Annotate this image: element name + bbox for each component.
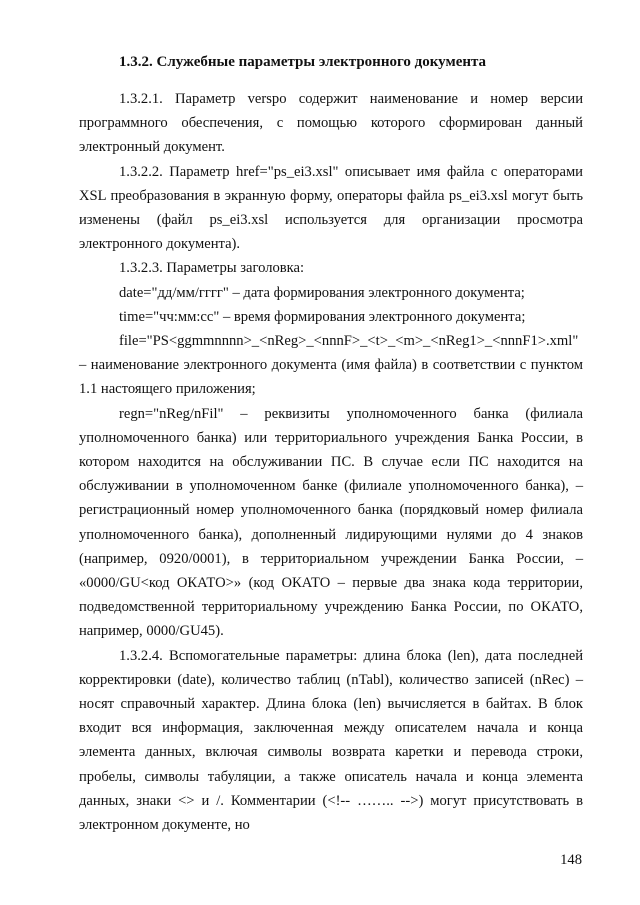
- paragraph-href-param: 1.3.2.2. Параметр href="ps_ei3.xsl" описывает имя файла с операторами XSL преобразования в экранную форму, операторы файла ps_ei3.xsl могут быть изменены (файл ps_ei3.xsl используется для организации просмотра электронного документа).: [79, 163, 583, 253]
- paragraph-version-param: 1.3.2.1. Параметр versрo содержит наименование и номер версии программного обеспечения, с помощью которого сформирован данный электронный документ.: [79, 91, 583, 156]
- paragraph-time-param: time="чч:мм:сс" – время формирования электронного документа;: [119, 308, 526, 325]
- section-heading: 1.3.2. Служебные параметры электронного документа: [119, 54, 487, 70]
- paragraph-date-param: date="дд/мм/гггг" – дата формирования электронного документа;: [119, 284, 525, 301]
- page-number: 148: [560, 852, 582, 868]
- document-body: [79, 87, 583, 837]
- paragraph-file-param: file="PS<ggmmnnnn>_<nReg>_<nnnF>_<t>_<m>_<nReg1>_<nnnF1>.xml" – наименование электронного документа (имя файла) в соответствии с пунктом 1.1 настоящего приложения;: [79, 333, 583, 398]
- paragraph-header-params: 1.3.2.3. Параметры заголовка:: [119, 260, 305, 277]
- paragraph-auxiliary-params: 1.3.2.4. Вспомогательные параметры: длина блока (len), дата последней корректировки (date), количество таблиц (nTabl), количество записей (nRec) – носят справочный характер. Длина блока (len) вычисляется в байтах. В блок входит вся информация, заключенная между описателем начала и конца элемента данных, включая символы возврата каретки и перевода строки, пробелы, символы табуляции, а также описатель начала и конца элемента данных, знаки <> и /. Комментарии (<!-- …….. -->) могут присутствовать в электронном документе, но: [79, 647, 583, 834]
- paragraph-regn-param: regn="nReg/nFil" – реквизиты уполномоченного банка (филиала уполномоченного банка) или территориального учреждения Банка России, в котором находится на обслуживании ПС. В случае если ПС находится на обслуживании в уполномоченном банке (филиале уполномоченного банка), – регистрационный номер уполномоченного банка (порядковый номер филиала уполномоченного банка), дополненный лидирующими нулями до 4 знаков (например, 0920/0001), в территориальном учреждении Банка России, – «0000/GU<код ОКАТО>» (код ОКАТО – первые два знака кода территории, подведомственной территориальному учреждению Банка России, по ОКАТО, например, 0000/GU45).: [79, 405, 583, 640]
